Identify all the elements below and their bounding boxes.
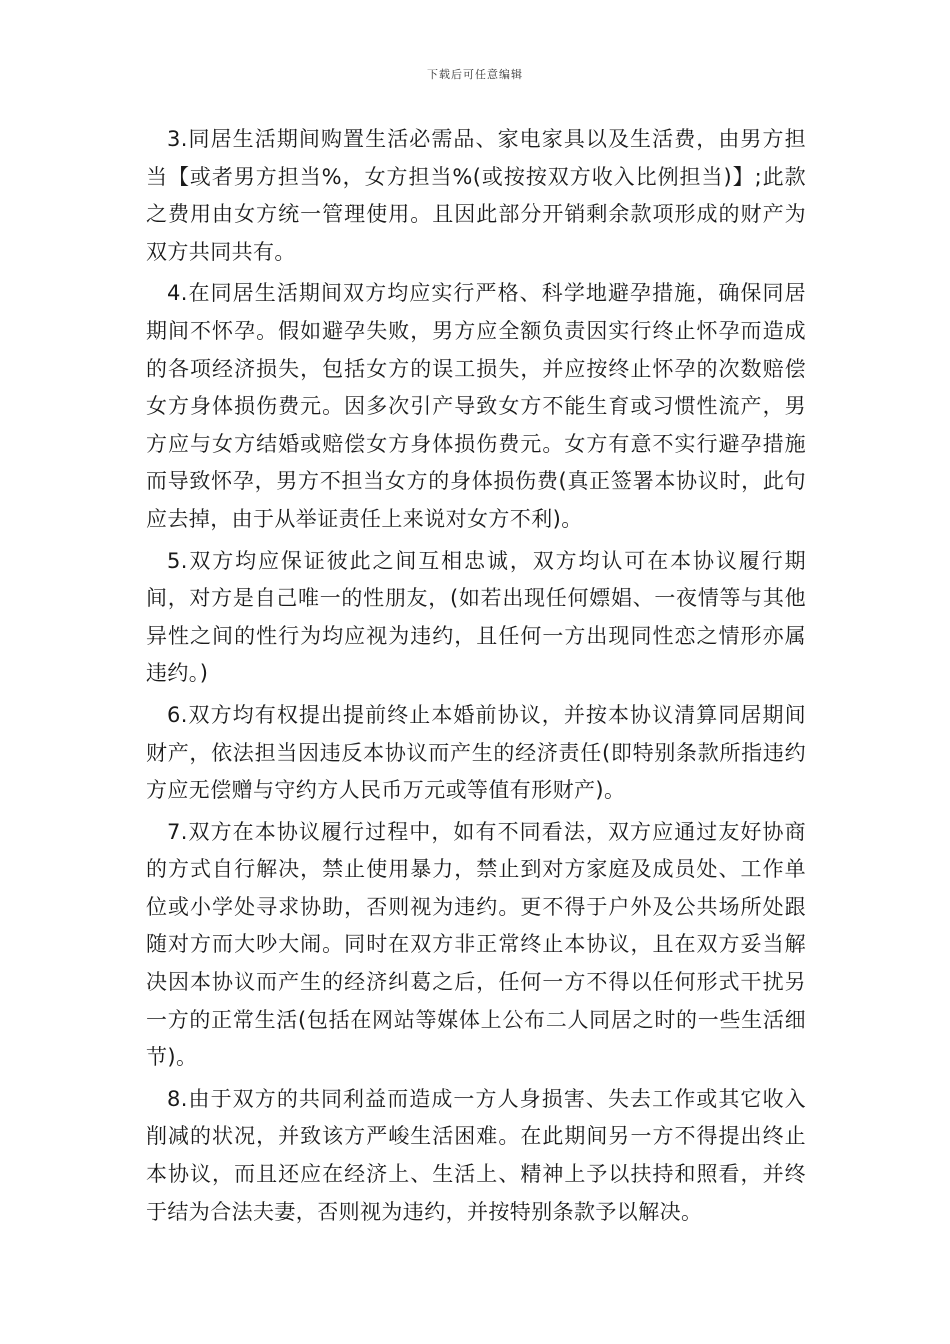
clause-7: 7.双方在本协议履行过程中，如有不同看法，双方应通过友好协商的方式自行解决，禁止使用暴力，禁止到对方家庭及成员处、工作单位或小学处寻求协助，否则视为违约。更不得于户外及公共场所处跟随对方而大吵大闹。同时在双方非正常终止本协议，且在双方妥当解决因本协议而产生的经济纠葛之后，任何一方不得以任何形式干扰另一方的正常生活(包括在网站等媒体上公布二人同居之时的一些生活细节)。 — [146, 819, 806, 1070]
clause-8: 8.由于双方的共同利益而造成一方人身损害、失去工作或其它收入削减的状况，并致该方严峻生活困难。在此期间另一方不得提出终止本协议，而且还应在经济上、生活上、精神上予以扶持和照看，并终于结为合法夫妻，否则视为违约，并按特别条款予以解决。 — [146, 1086, 806, 1224]
document-body — [146, 121, 806, 1235]
clause-3: 3.同居生活期间购置生活必需品、家电家具以及生活费，由男方担当【或者男方担当%，女方担当%(或按按双方收入比例担当)】;此款之费用由女方统一管理使用。且因此部分开销剩余款项形成的财产为双方共同共有。 — [146, 127, 806, 264]
clause-4: 4.在同居生活期间双方均应实行严格、科学地避孕措施，确保同居期间不怀孕。假如避孕失败，男方应全额负责因实行终止怀孕而造成的各项经济损失，包括女方的误工损失，并应按终止怀孕的次数赔偿女方身体损伤费元。因多次引产导致女方不能生育或习惯性流产，男方应与女方结婚或赔偿女方身体损伤费元。女方有意不实行避孕措施而导致怀孕，男方不担当女方的身体损伤费(真正签署本协议时，此句应去掉，由于从举证责任上来说对女方不利)。 — [146, 281, 806, 531]
clause-5: 5.双方均应保证彼此之间互相忠诚，双方均认可在本协议履行期间，对方是自己唯一的性朋友，(如若出现任何嫖娼、一夜情等与其他异性之间的性行为均应视为违约，且任何一方出现同性恋之情形亦属违约。) — [146, 548, 806, 686]
page-header: 下载后可任意编辑 — [427, 68, 523, 81]
clause-6: 6.双方均有权提出提前终止本婚前协议，并按本协议清算同居期间财产，依法担当因违反本协议而产生的经济责任(即特别条款所指违约方应无偿赠与守约方人民币万元或等值有形财产)。 — [146, 702, 806, 803]
